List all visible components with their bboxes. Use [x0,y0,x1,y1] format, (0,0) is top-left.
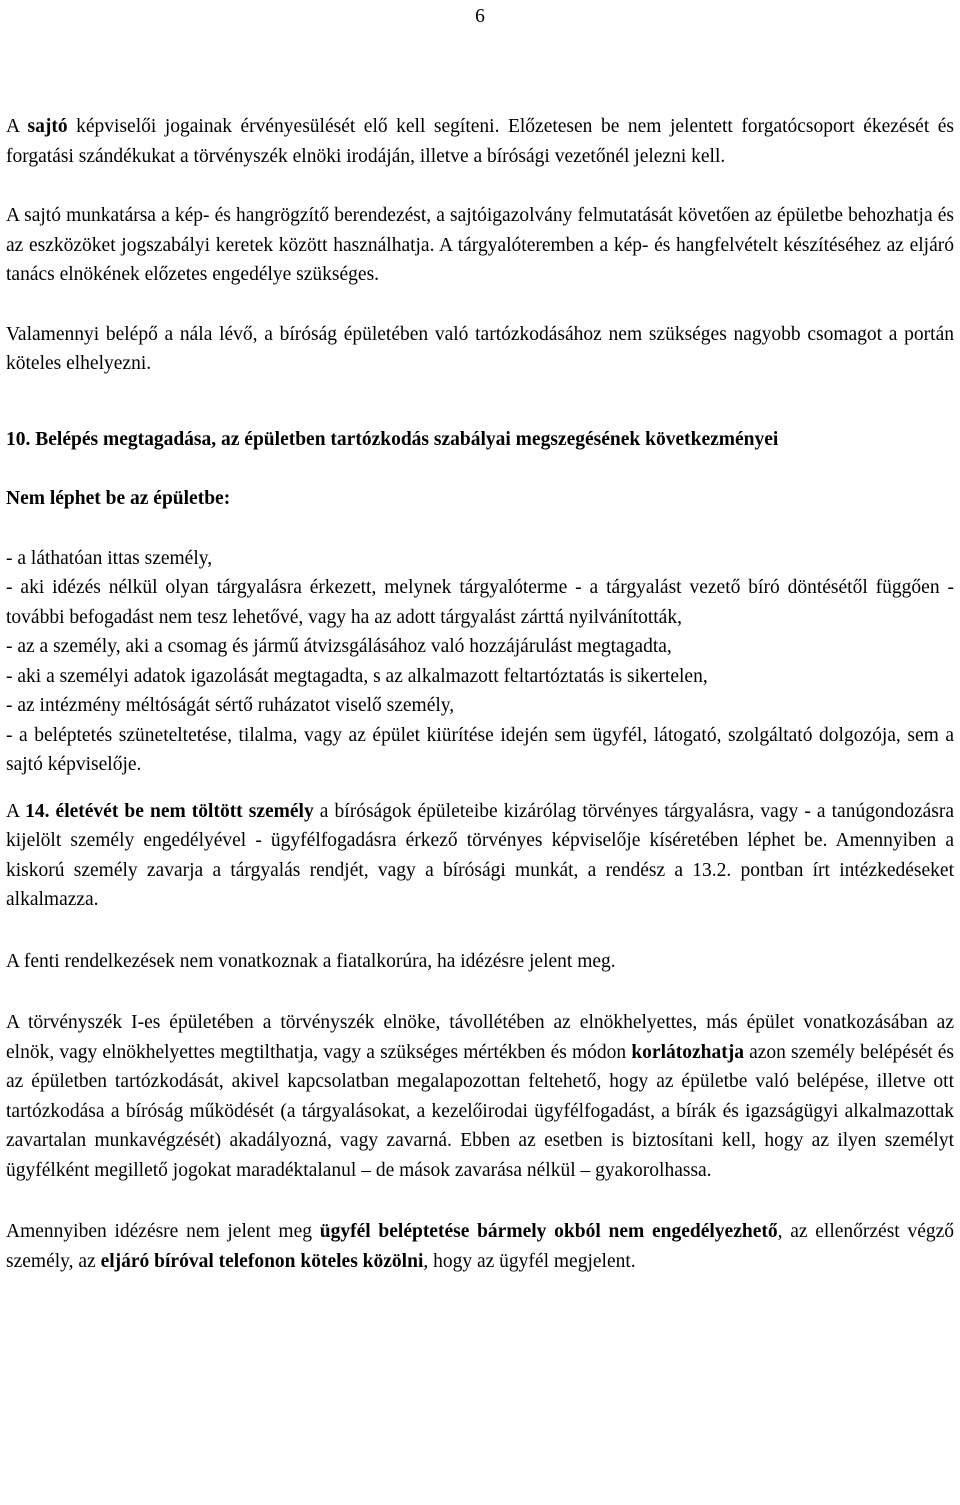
paragraph-notify-judge: Amennyiben idézésre nem jelent meg ügyfél beléptetése bármely okból nem engedélyezhető, az ellenőrzést végző személy, az eljáró bíróval telefonon köteles közölni, hogy az ügyfél megjelent. [6,1221,955,1272]
bold-minor-age: 14. életévét be nem töltött személy [25,800,314,822]
paragraph-entry-restriction: A törvényszék I-es épületében a törvényszék elnöke, távollétében az elnökhelyettes, más épület vonatkozásában az elnök, vagy elnökhelyettes megtilthatja, vagy a szükséges mértékben és módon korlátozhatja azon személy belépését és az épületben tartózkodását, akivel kapcsolatban megalapozottan feltehető, hogy az épületbe való belépése, illetve ott tartózkodása a bíróság működését (a tárgyalásokat, a kezelőirodai ügyfélfogadást, a bírák és igazságügyi alkalmazottak zavartalan munkavégzését) akadályozná, vagy zavarná. Ebben az esetben is biztosítani kell, hogy az ilyen személyt ügyfélként megillető jogokat maradéktalanul – de mások zavarása nélkül – gyakorolhassa. [6,1012,954,1181]
sub-heading: Nem léphet be az épületbe: [6,488,231,509]
list-item: - a beléptetés szüneteltetése, tilalma, vagy az épület kiürítése idején sem ügyfél, látogató, szolgáltató dolgozója, sem a sajtó képviselője. [6,724,954,775]
document-body [6,112,954,1276]
list-item: - az intézmény méltóságát sértő ruházatot viselő személy, [6,695,455,716]
paragraph-minors: A 14. életévét be nem töltött személy a bíróságok épületeibe kizárólag törvényes tárgyalásra, vagy - a tanúgondozásra kijelölt személy engedélyével - ügyfélfogadásra érkező törvényes képviselője kíséretében léphet be. Amennyiben a kiskorú személy zavarja a tárgyalás rendjét, vagy a bírósági munkát, a rendész a 13.2. pontban írt intézkedéseket alkalmazza. [6,800,955,910]
bold-restrict: korlátozhatja [631,1041,744,1063]
list-item: - az a személy, aki a csomag és jármű átvizsgálásához való hozzájárulást megtagadta, [6,636,672,657]
paragraph-press-equipment: A sajtó munkatársa a kép- és hangrögzítő berendezést, a sajtóigazolvány felmutatását követően az épületbe behozhatja és az eszközöket jogszabályi keretek között használhatja. A tárgyalóteremben a kép- és hangfelvételt készítéséhez az eljáró tanács elnökének előzetes engedélye szükséges. [6,205,954,285]
page-number: 6 [475,6,485,27]
list-item: - aki a személyi adatok igazolását megtagadta, s az alkalmazott feltartóztatás is sikertelen, [6,665,708,687]
bold-not-permitted: ügyfél beléptetése bármely okból nem engedélyezhető [319,1221,778,1242]
bold-notify: eljáró bíróval telefonon köteles közölni [100,1250,424,1272]
section-heading: 10. Belépés megtagadása, az épületben tartózkodás szabályai megszegésének következményei [6,428,779,450]
entry-denied-list [6,544,954,780]
list-item: - aki idézés nélkül olyan tárgyalásra érkezett, melynek tárgyalóterme - a tárgyalást vezető bíró döntésétől függően - további befogadást nem tesz lehetővé, vagy ha az adott tárgyalást zárttá nyilvánították, [6,577,954,628]
paragraph-press-rights: A sajtó képviselői jogainak érvényesülését elő kell segíteni. Előzetesen be nem jelentett forgatócsoport ékezését és forgatási szándékukat a törvényszék elnöki irodáján, illetve a bírósági vezetőnél jelezni kell. [6,116,955,167]
paragraph-juvenile-exception: A fenti rendelkezések nem vonatkoznak a fiatalkorúra, ha idézésre jelent meg. [6,950,616,972]
list-item: - a láthatóan ittas személy, [6,547,213,569]
bold-press: sajtó [27,116,68,137]
paragraph-packages: Valamennyi belépő a nála lévő, a bíróság épületében való tartózkodásához nem szükséges nagyobb csomagot a portán köteles elhelyezni. [6,323,954,374]
